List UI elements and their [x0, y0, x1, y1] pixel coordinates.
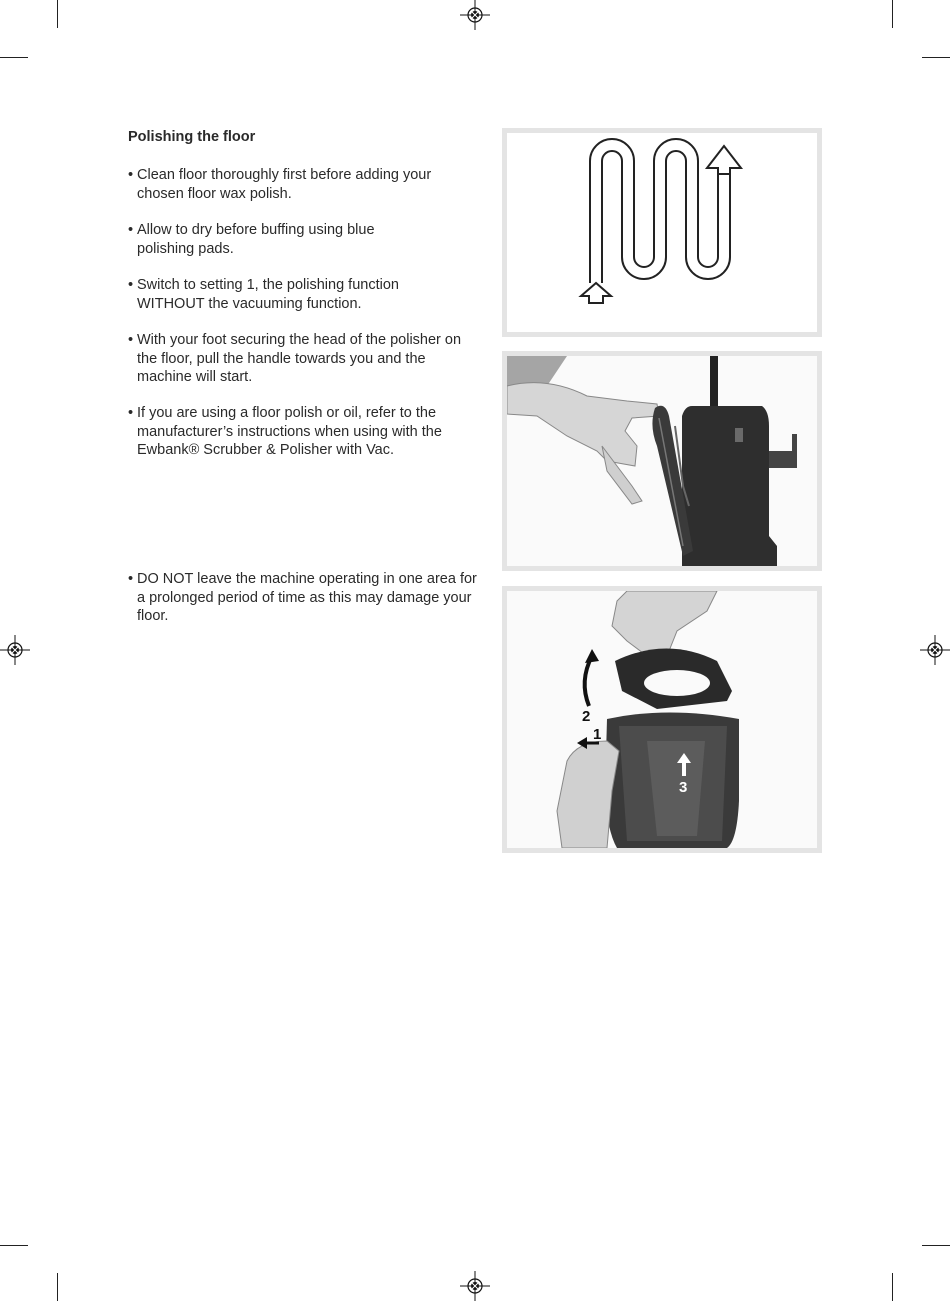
registration-mark-icon: [920, 635, 950, 665]
serpentine-path-arrow-icon: [507, 133, 817, 332]
step-label: 2: [582, 708, 591, 725]
hand-opening-lid-photo: [507, 356, 817, 566]
crop-mark: [922, 57, 950, 58]
crop-mark: [57, 0, 58, 28]
registration-mark-icon: [0, 635, 30, 665]
figure-open-lid: [502, 351, 822, 571]
bullet-glyph: •: [128, 277, 134, 293]
step-label: 3: [679, 779, 688, 796]
list-item: [128, 331, 463, 387]
list-item-text: If you are using a floor polish or oil, refer to the manufacturer’s instructions when using with the Ewbank® Scrubber & Polisher with Vac.: [137, 405, 442, 458]
list-item-text: Clean floor thoroughly first before adding your chosen floor wax polish.: [137, 167, 432, 202]
list-item: [128, 570, 478, 626]
crop-mark: [892, 1273, 893, 1301]
figure-remove-tank: [502, 586, 822, 853]
section-heading: Polishing the floor: [128, 129, 256, 145]
list-item: [128, 404, 453, 460]
list-item-text: With your foot securing the head of the polisher on the floor, pull the handle towards you and the machine will start.: [137, 332, 462, 385]
figure-polishing-pattern: [502, 128, 822, 337]
bullet-glyph: •: [128, 332, 134, 348]
list-item: [128, 276, 438, 313]
registration-mark-icon: [460, 1271, 490, 1301]
list-item-text: DO NOT leave the machine operating in one area for a prolonged period of time as this may damage your floor.: [137, 571, 477, 624]
crop-mark: [0, 57, 28, 58]
list-item: [128, 166, 478, 203]
bullet-glyph: •: [128, 571, 134, 587]
list-item: [128, 221, 418, 258]
bullet-glyph: •: [128, 167, 134, 183]
bullet-glyph: •: [128, 405, 134, 421]
hands-removing-tank-photo: [507, 591, 817, 848]
bullet-glyph: •: [128, 222, 134, 238]
crop-mark: [57, 1273, 58, 1301]
step-label: 1: [593, 726, 602, 743]
crop-mark: [0, 1245, 28, 1246]
registration-mark-icon: [460, 0, 490, 30]
crop-mark: [892, 0, 893, 28]
list-item-text: Allow to dry before buffing using blue polishing pads.: [137, 222, 375, 257]
crop-mark: [922, 1245, 950, 1246]
list-item-text: Switch to setting 1, the polishing function WITHOUT the vacuuming function.: [137, 277, 399, 312]
